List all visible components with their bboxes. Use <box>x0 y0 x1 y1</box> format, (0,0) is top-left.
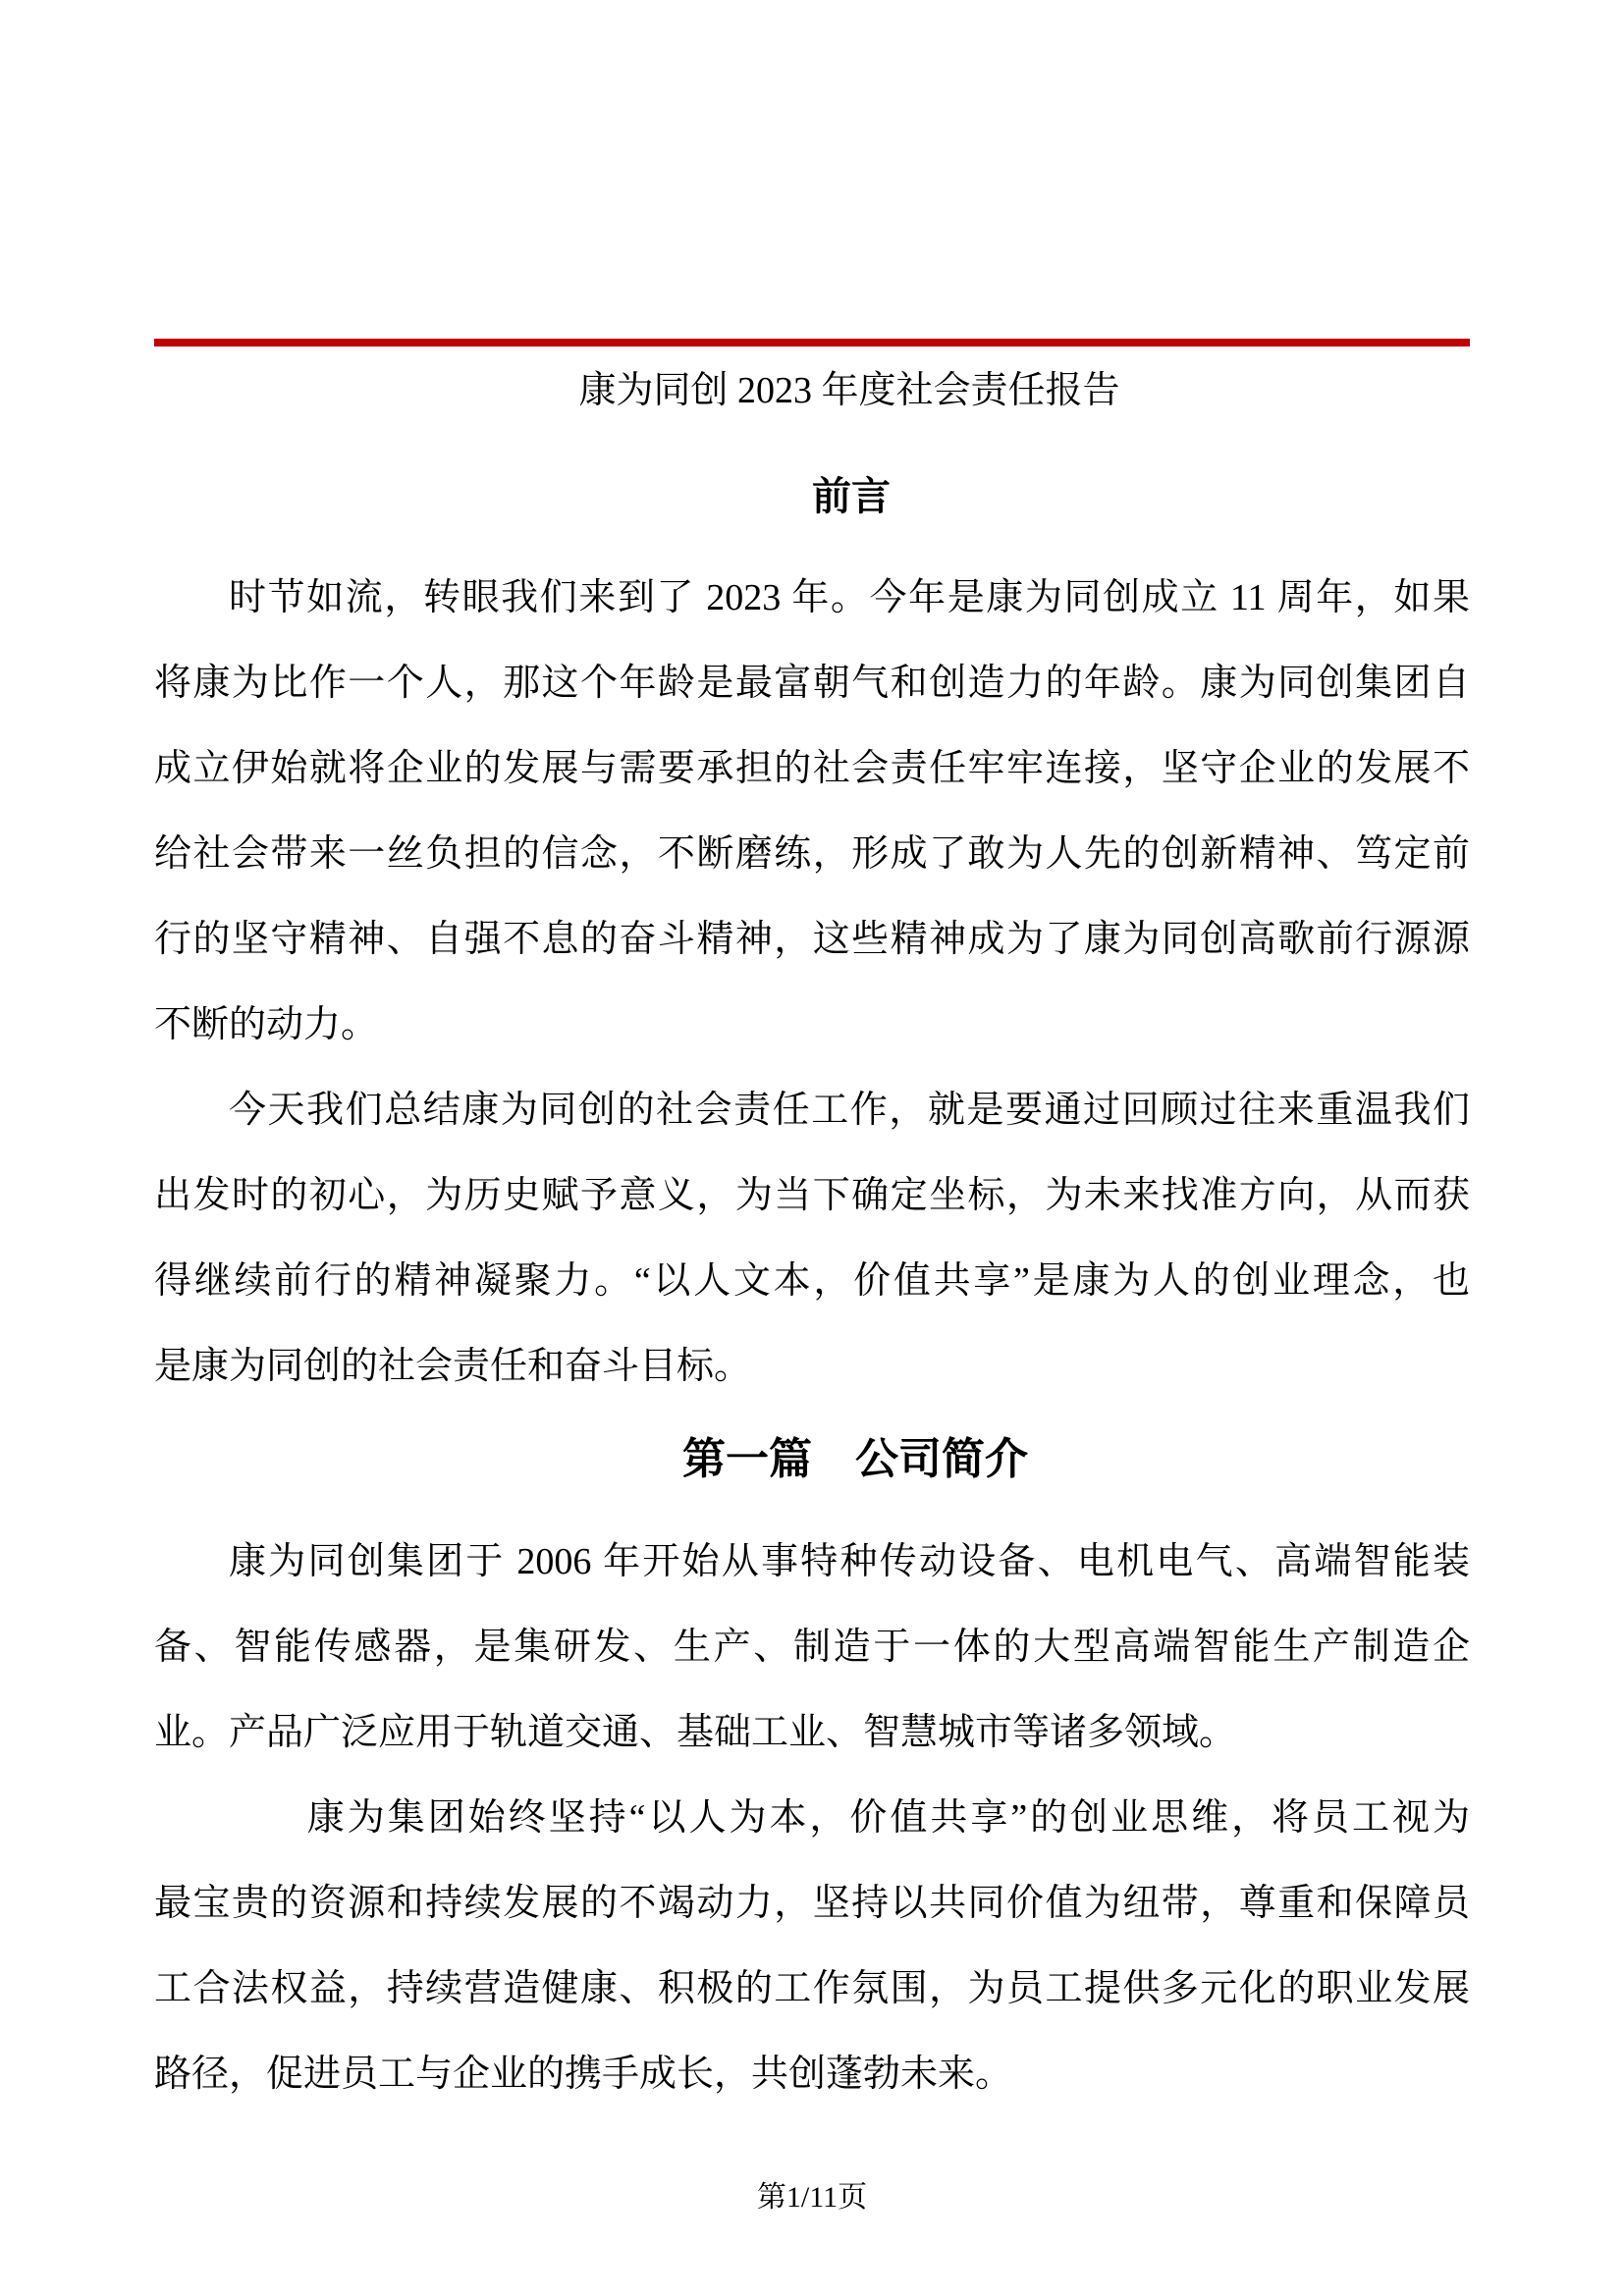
paragraph-4 <box>154 1776 1470 2117</box>
text-line: 备、智能传感器，是集研发、生产、制造于一体的大型高端智能生产制造企 <box>154 1627 1470 1668</box>
text-line: 业。产品广泛应用于轨道交通、基础工业、智慧城市等诸多领域。 <box>154 1712 1237 1753</box>
text-line: 成立伊始就将企业的发展与需要承担的社会责任牢牢连接，坚守企业的发展不 <box>154 748 1470 789</box>
text-line: 最宝贵的资源和持续发展的不竭动力，坚持以共同价值为纽带，尊重和保障员 <box>154 1883 1470 1924</box>
header-rule <box>154 0 1470 347</box>
document-title: 康为同创 2023 年度社会责任报告 <box>578 370 1120 411</box>
text-line: 路径，促进员工与企业的携手成长，共创蓬勃未来。 <box>154 2054 1013 2095</box>
paragraph-3 <box>154 1520 1470 1776</box>
paragraph-1 <box>154 556 1470 1068</box>
text-line: 时节如流，转眼我们来到了 2023 年。今年是康为同创成立 11 周年，如果 <box>229 577 1470 618</box>
section-heading: 第一篇 公司简介 <box>682 1435 1028 1483</box>
text-line: 不断的动力。 <box>154 1004 379 1045</box>
paragraph-2 <box>154 1068 1470 1410</box>
text-line: 康为同创集团于 2006 年开始从事特种传动设备、电机电气、高端智能装 <box>229 1541 1470 1582</box>
text-line: 给社会带来一丝负担的信念，不断磨练，形成了敢为人先的创新精神、笃定前 <box>154 833 1470 875</box>
text-line: 工合法权益，持续营造健康、积极的工作氛围，为员工提供多元化的职业发展 <box>154 1968 1470 2009</box>
page-footer: 第1/11页 <box>756 2181 868 2214</box>
text-line: 将康为比作一个人，那这个年龄是最富朝气和创造力的年龄。康为同创集团自 <box>154 663 1470 704</box>
preface-heading: 前言 <box>812 474 891 518</box>
text-line: 出发时的初心，为历史赋予意义，为当下确定坐标，为未来找准方向，从而获 <box>154 1175 1470 1216</box>
text-line: 是康为同创的社会责任和奋斗目标。 <box>154 1346 752 1387</box>
text-line: 今天我们总结康为同创的社会责任工作，就是要通过回顾过往来重温我们 <box>229 1090 1470 1131</box>
text-line: 康为集团始终坚持“以人为本，价值共享”的创业思维，将员工视为 <box>306 1797 1470 1839</box>
text-line: 得继续前行的精神凝聚力。“以人文本，价值共享”是康为人的创业理念，也 <box>154 1260 1470 1302</box>
text-line: 行的坚守精神、自强不息的奋斗精神，这些精神成为了康为同创高歌前行源源 <box>154 919 1470 960</box>
